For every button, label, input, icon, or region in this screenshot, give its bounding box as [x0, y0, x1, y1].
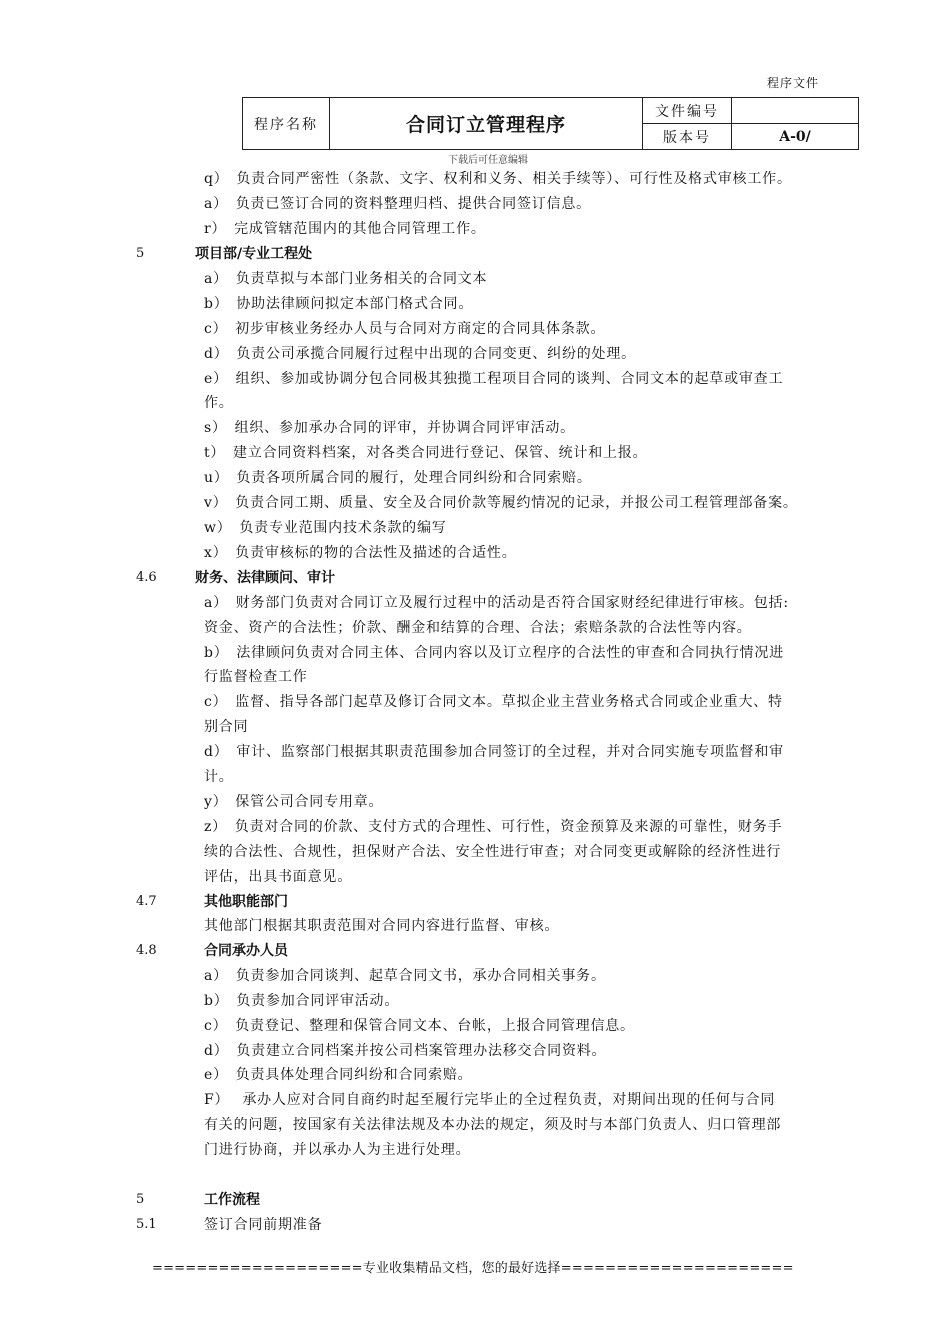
body-line: v） 负责合同工期、质量、安全及合同价款等履约情况的记录，并报公司工程管理部备案。 — [204, 495, 798, 511]
document-title: 合同订立管理程序 — [330, 98, 643, 150]
body-line: a） 负责参加合同谈判、起草合同文书，承办合同相关事务。 — [204, 968, 606, 984]
section-title: 工作流程 — [204, 1192, 260, 1208]
body-line: 续的合法性、合规性，担保财产合法、安全性进行审查；对合同变更或解除的经济性进行 — [204, 844, 782, 860]
body-line: 资金、资产的合法性；价款、酬金和结算的合理、合法；索赔条款的合法性等内容。 — [204, 620, 752, 636]
section-number: 4.6 — [136, 570, 157, 585]
body-line: q） 负责合同严密性（条款、文字、权利和义务、相关手续等）、可行性及格式审核工作。 — [204, 171, 792, 187]
body-line: e） 组织、参加或协调分包合同极其独揽工程项目合同的谈判、合同文本的起草或审查工 — [204, 371, 784, 387]
body-line: s） 组织、参加承办合同的评审，并协调合同评审活动。 — [204, 420, 575, 436]
file-number-value — [732, 98, 859, 124]
body-line: a） 负责草拟与本部门业务相关的合同文本 — [204, 271, 488, 287]
body-line: 签订合同前期准备 — [204, 1217, 323, 1233]
section-title: 项目部/专业工程处 — [195, 246, 313, 262]
body-line: 评估，出具书面意见。 — [204, 869, 352, 885]
version-label: 版本号 — [643, 124, 732, 150]
body-line: e） 负责具体处理合同纠纷和合同索赔。 — [204, 1067, 473, 1083]
body-line: b） 负责参加合同评审活动。 — [204, 993, 400, 1009]
body-line: c） 初步审核业务经办人员与合同对方商定的合同具体条款。 — [204, 321, 606, 337]
body-line: d） 审计、监察部门根据其职责范围参加合同签订的全过程，并对合同实施专项监督和审 — [204, 744, 784, 760]
section-number: 5 — [136, 246, 145, 261]
body-line: b） 法律顾问负责对合同主体、合同内容以及订立程序的合法性的审查和合同执行情况进 — [204, 645, 784, 661]
file-number-label: 文件编号 — [643, 98, 732, 124]
page-footer: ===================专业收集精品文档，您的最好选择===================== — [152, 1261, 794, 1276]
program-name-label: 程序名称 — [243, 98, 330, 150]
section-number: 4.7 — [136, 894, 157, 909]
body-line: 有关的问题，按国家有关法律法规及本办法的规定，须及时与本部门负责人、归口管理部 — [204, 1117, 782, 1133]
section-title: 财务、法律顾问、审计 — [195, 570, 335, 586]
body-line: c） 负责登记、整理和保管合同文本、台帐，上报合同管理信息。 — [204, 1018, 635, 1034]
body-line: a） 财务部门负责对合同订立及履行过程中的活动是否符合国家财经纪律进行审核。包括: — [204, 595, 789, 611]
body-line: u） 负责各项所属合同的履行，处理合同纠纷和合同索赔。 — [204, 470, 592, 486]
body-line: b） 协助法律顾问拟定本部门格式合同。 — [204, 296, 474, 312]
body-line: 作。 — [204, 395, 234, 411]
section-number: 5 — [136, 1192, 145, 1207]
section-number: 4.8 — [136, 943, 157, 958]
version-value: A-0/ — [732, 124, 859, 150]
body-line: w） 负责专业范围内技术条款的编写 — [204, 520, 447, 536]
section-title: 合同承办人员 — [204, 943, 288, 959]
document-header-table — [242, 97, 859, 150]
body-line: r） 完成管辖范围内的其他合同管理工作。 — [204, 221, 486, 237]
body-line: y） 保管公司合同专用章。 — [204, 794, 384, 810]
section-title: 其他职能部门 — [204, 894, 288, 910]
body-line: d） 负责公司承揽合同履行过程中出现的合同变更、纠纷的处理。 — [204, 346, 636, 362]
section-number: 5.1 — [136, 1217, 157, 1232]
body-line: 门进行协商，并以承办人为主进行处理。 — [204, 1142, 471, 1158]
body-line: x） 负责审核标的物的合法性及描述的合适性。 — [204, 545, 517, 561]
body-line: 行监督检查工作 — [204, 669, 308, 685]
body-line: F） 承办人应对合同自商约时起至履行完毕止的全过程负责，对期间出现的任何与合同 — [204, 1092, 776, 1108]
body-line: c） 监督、指导各部门起草及修订合同文本。草拟企业主营业务格式合同或企业重大、特 — [204, 694, 783, 710]
document-type-label: 程序文件 — [767, 76, 820, 90]
body-line: 计。 — [204, 769, 234, 785]
body-line: d） 负责建立合同档案并按公司档案管理办法移交合同资料。 — [204, 1043, 607, 1059]
body-line: t） 建立合同资料档案，对各类合同进行登记、保管、统计和上报。 — [204, 445, 648, 461]
body-line: z） 负责对合同的价款、支付方式的合理性、可行性，资金预算及来源的可靠性，财务手 — [204, 819, 783, 835]
edit-note: 下载后可任意编辑 — [448, 155, 528, 166]
body-line: a） 负责已签订合同的资料整理归档、提供合同签订信息。 — [204, 196, 591, 212]
body-line: 别合同 — [204, 719, 249, 735]
body-line: 其他部门根据其职责范围对合同内容进行监督、审核。 — [204, 918, 560, 934]
